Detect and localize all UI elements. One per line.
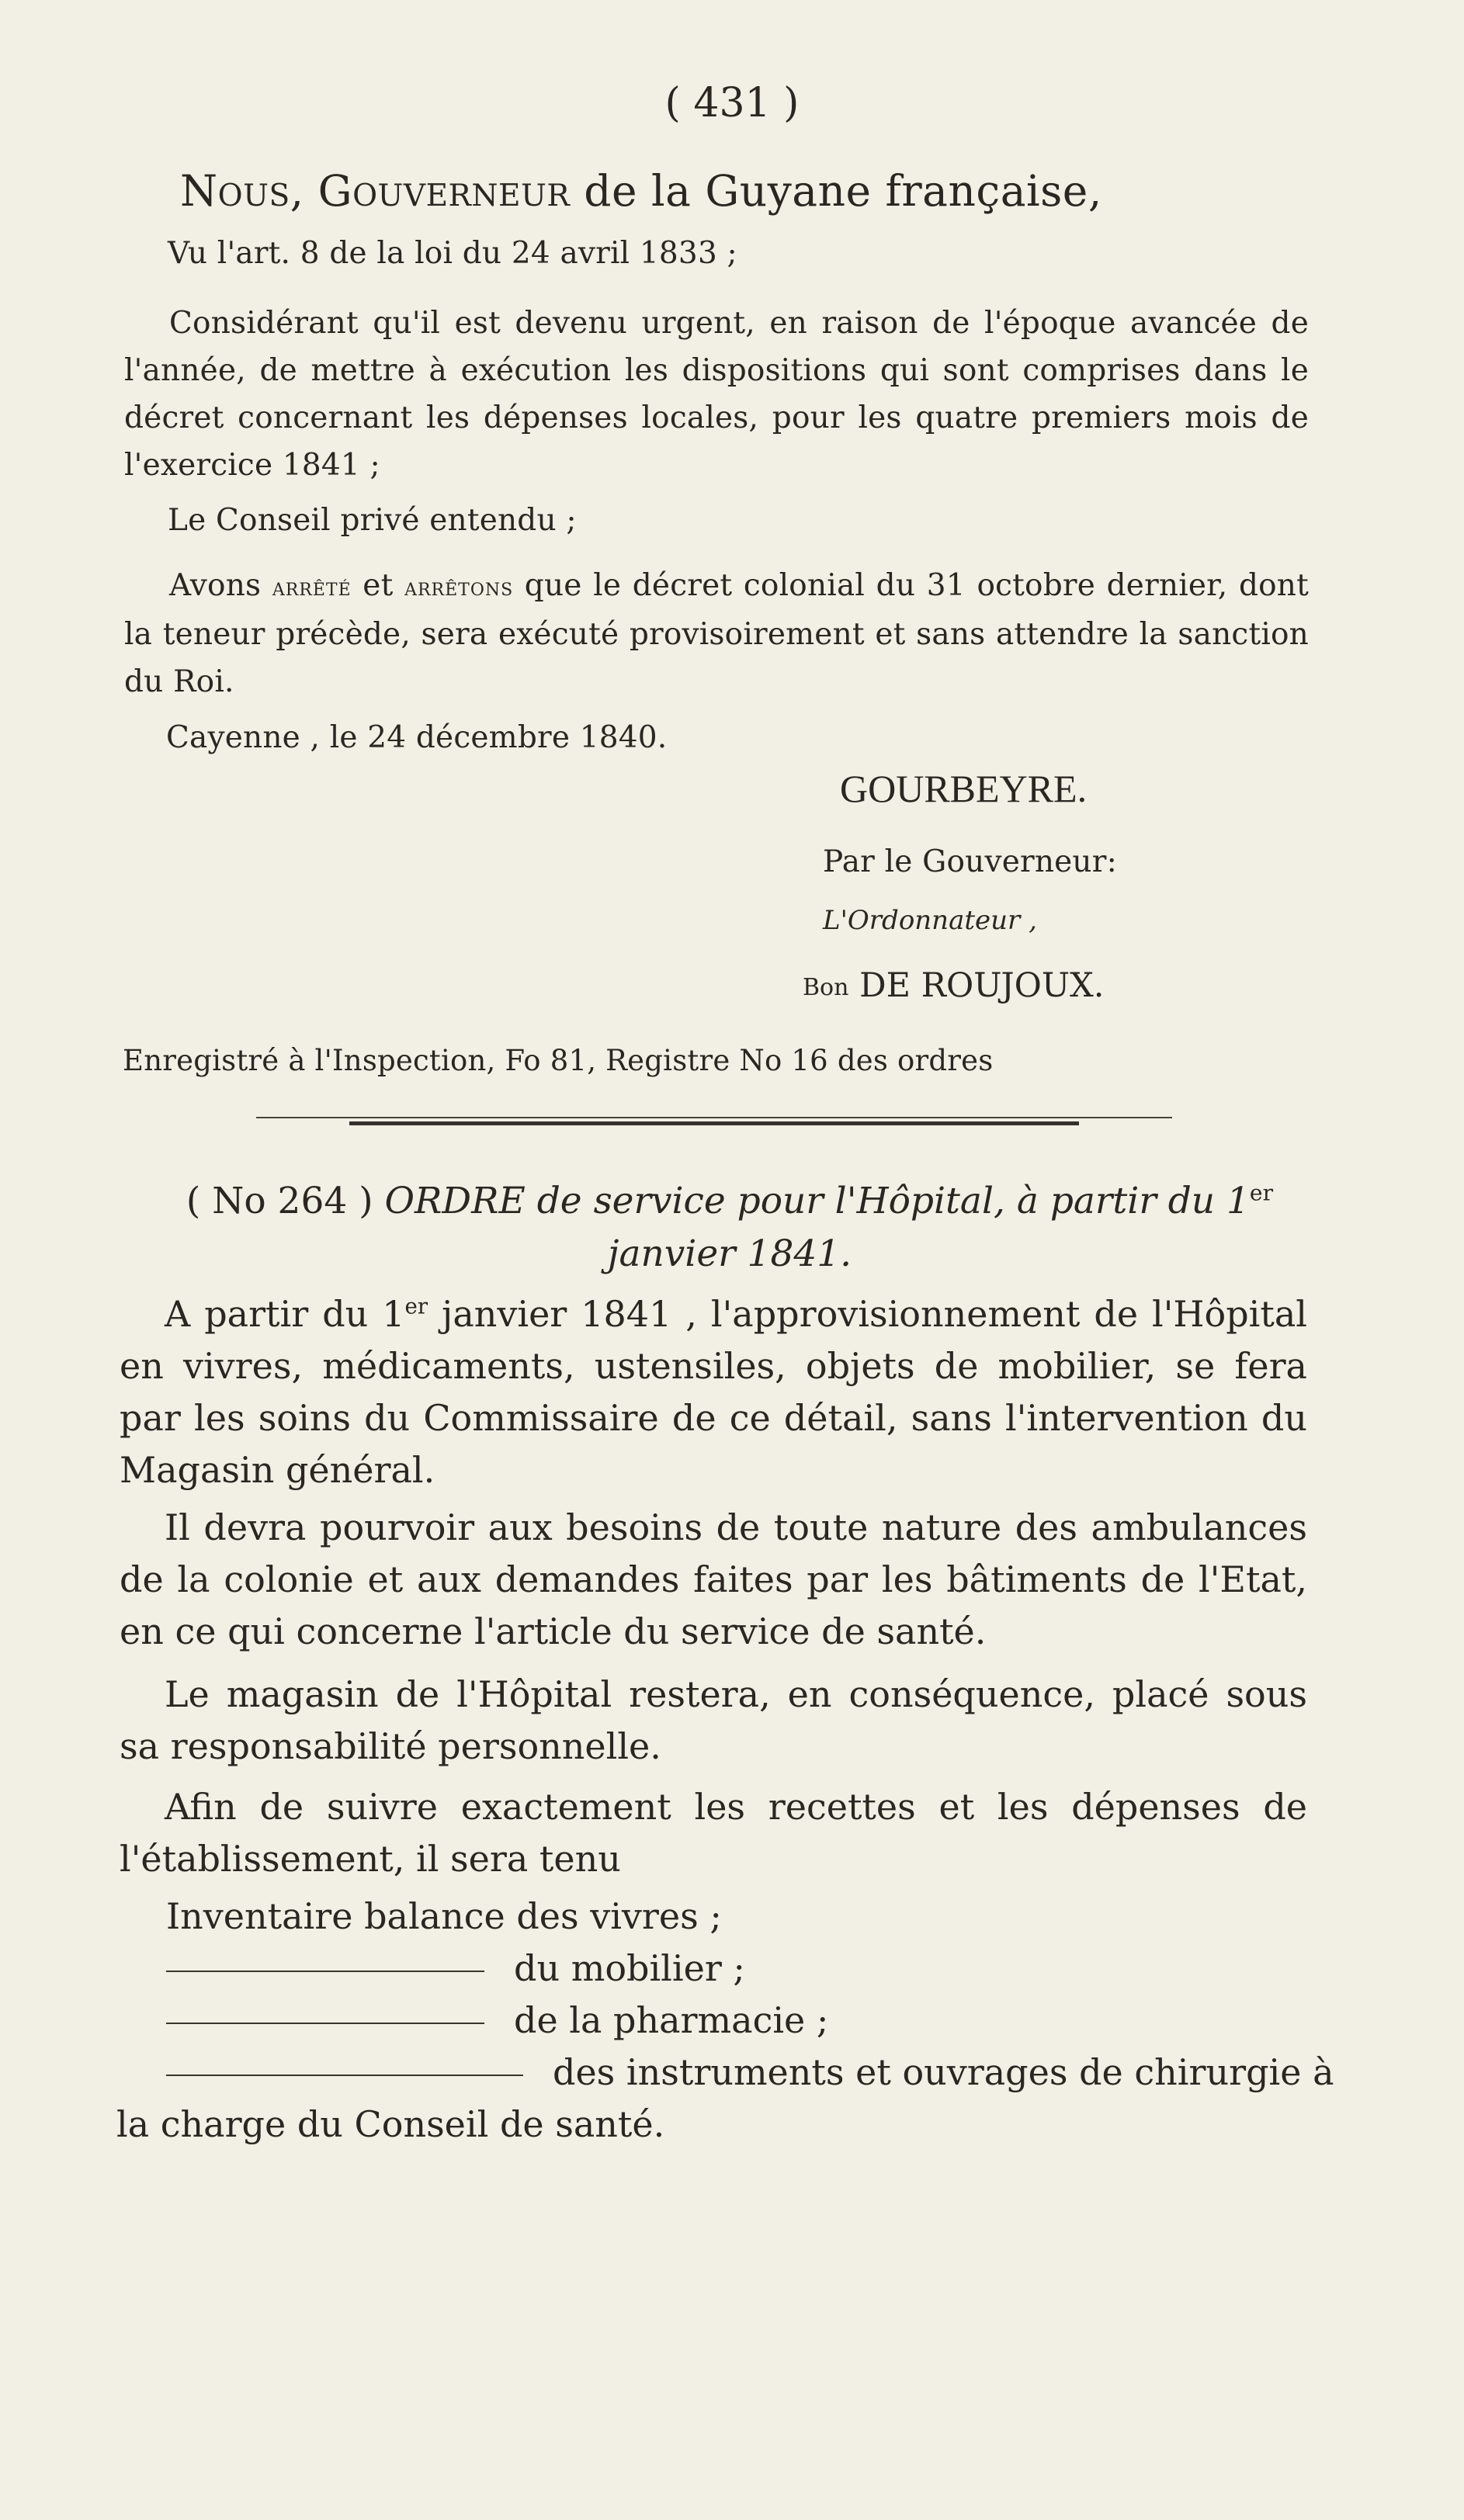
decree-vu: Vu l'art. 8 de la loi du 24 avril 1833 ; (168, 236, 737, 271)
list-item-instruments: des instruments et ouvrages de chirurgie à (166, 2047, 1334, 2099)
ditto-dash (166, 1971, 484, 1972)
page-number: ( 431 ) (664, 80, 800, 127)
arrete-word: arrêté (272, 572, 352, 601)
order-para3: Le magasin de l'Hôpital restera, en conséquence, placé sous sa responsabilité personnelle. (120, 1673, 1307, 1767)
baron-abbr: Bon (803, 974, 849, 1001)
decree-heading (180, 161, 1158, 220)
ditto-dash (166, 2023, 484, 2024)
ordonnateur: L'Ordonnateur , (823, 905, 1037, 936)
decree-place-date: Cayenne , le 24 décembre 1840. (166, 720, 668, 755)
roujoux-name: DE ROUJOUX. (848, 966, 1105, 1005)
decree-considerant: Considérant qu'il est devenu urgent, en raison de l'époque avancée de l'année, de mettre à exécution les dispositions qui sont comprises dans le décret concernant les dépenses locales, pour les quatre premiers mois de l'exercice 1841 ; (124, 306, 1309, 483)
avons-rest: que le décret colonial du 31 octobre dernier, dont la teneur précède, sera exécuté provisoirement et sans attendre la sanction du Roi. (124, 568, 1309, 699)
decree-conseil: Le Conseil privé entendu ; (168, 503, 577, 538)
heading-governor: Nous, Gouverneur (180, 166, 571, 216)
order-number: ( No 264 ) (186, 1180, 385, 1222)
list-item-vivres: Inventaire balance des vivres ; (166, 1895, 722, 1937)
signature-gourbeyre: GOURBEYRE. (840, 767, 1088, 810)
heading-guyane: de la Guyane française, (570, 166, 1102, 216)
et-word: et (351, 568, 405, 603)
order-title-line2: janvier 1841. (607, 1232, 852, 1275)
enregistre-note: Enregistré à l'Inspection, Fo 81, Registre No 16 des ordres (123, 1044, 994, 1077)
order-para1: A partir du 1er janvier 1841 , l'approvisionnement de l'Hôpital en vivres, médicaments, ustensiles, objets de mobilier, se fera par les soins du Commissaire de ce détail, sans l'intervention du Magasin général. (120, 1293, 1307, 1491)
avons-start: Avons (169, 568, 272, 603)
par-le-gouverneur: Par le Gouverneur: (823, 844, 1117, 879)
order-para4: Afin de suivre exactement les recettes et les dépenses de l'établissement, il sera tenu (120, 1786, 1307, 1880)
arretons-word: arrêtons (404, 572, 514, 601)
order-title-line1: ORDRE de service pour l'Hôpital, à partir du 1 (384, 1180, 1250, 1222)
section-divider (256, 1114, 1172, 1127)
order-title-sup: er (1249, 1180, 1274, 1206)
list-item-pharmacie: de la pharmacie ; (166, 1995, 828, 2047)
signature-roujoux (803, 962, 1104, 1011)
list-item-instruments-cont: la charge du Conseil de santé. (116, 2103, 665, 2145)
order-para2: Il devra pourvoir aux besoins de toute nature des ambulances de la colonie et aux demandes faites par les bâtiments de l'Etat, en ce qui concerne l'article du service de santé. (120, 1506, 1307, 1652)
order-title (124, 1175, 1335, 1281)
decree-avons (124, 562, 1309, 705)
list-item-mobilier: du mobilier ; (166, 1943, 745, 1995)
ditto-dash (166, 2075, 523, 2076)
